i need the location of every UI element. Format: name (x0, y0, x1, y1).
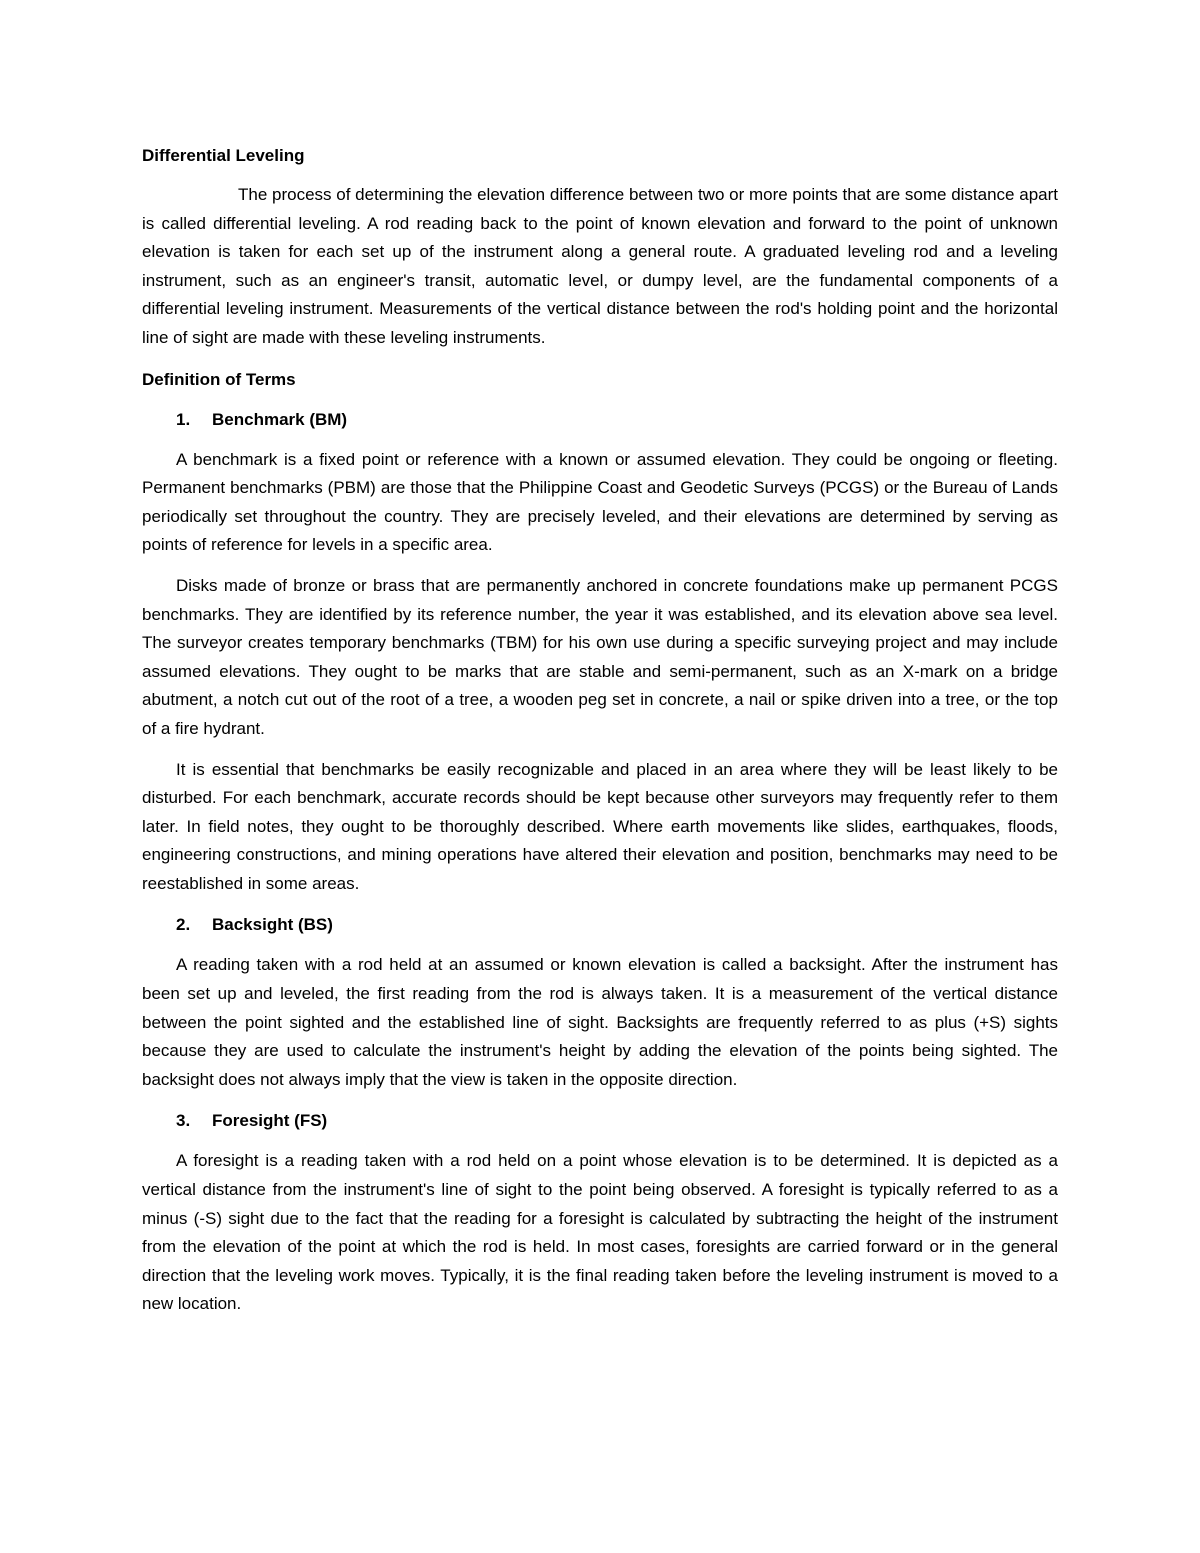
benchmark-paragraph-1: A benchmark is a fixed point or reference with a known or assumed elevation. They could be ongoing or fleeting. Permanent benchmarks (PBM) are those that the Philippine Coast and Geodetic Surveys (PCGS) or the Bureau of Lands periodically set throughout the country. They are precisely leveled, and their elevations are determined by serving as points of reference for levels in a specific area. (142, 449, 1058, 555)
document-title: Differential Leveling (142, 146, 305, 165)
backsight-paragraph: A reading taken with a rod held at an assumed or known elevation is called a backsight. After the instrument has been set up and leveled, the first reading from the rod is always taken. It is a measurement of the vertical distance between the point sighted and the established line of sight. Backsights are frequently referred to as plus (+S) sights because they are used to calculate the instrument's height by adding the elevation of the points being sighted. The backsight does not always imply that the view is taken in the opposite direction. (142, 955, 1058, 1089)
term-name: Backsight (BS) (212, 915, 333, 935)
term-heading-backsight (142, 910, 1058, 939)
foresight-paragraph: A foresight is a reading taken with a rod held on a point whose elevation is to be determined. It is depicted as a vertical distance from the instrument's line of sight to the point being observed. A foresight is typically referred to as a minus (-S) sight due to the fact that the reading for a foresight is calculated by subtracting the height of the instrument from the elevation of the point at which the rod is held. In most cases, foresights are carried forward or in the general direction that the leveling work moves. Typically, it is the final reading taken before the leveling instrument is moved to a new location. (142, 1151, 1058, 1314)
intro-paragraph: The process of determining the elevation difference between two or more points that are some distance apart is called differential leveling. A rod reading back to the point of known elevation and forward to the point of unknown elevation is taken for each set up of the instrument along a general route. A graduated leveling rod and a leveling instrument, such as an engineer's transit, automatic level, or dumpy level, are the fundamental components of a differential leveling instrument. Measurements of the vertical distance between the rod's holding point and the horizontal line of sight are made with these leveling instruments. (142, 185, 1058, 347)
document-page (142, 141, 1058, 1331)
definitions-heading: Definition of Terms (142, 369, 296, 389)
benchmark-paragraph-2: Disks made of bronze or brass that are permanently anchored in concrete foundations make up permanent PCGS benchmarks. They are identified by its reference number, the year it was established, and its elevation above sea level. The surveyor creates temporary benchmarks (TBM) for his own use during a specific surveying project and may include assumed elevations. They ought to be marks that are stable and semi-permanent, such as an X-mark on a bridge abutment, a notch cut out of the root of a tree, a wooden peg set in concrete, a nail or spike driven into a tree, or the top of a fire hydrant. (142, 575, 1058, 738)
term-heading-benchmark (142, 405, 1058, 434)
term-number: 3. (176, 1111, 191, 1131)
term-number: 1. (176, 409, 191, 429)
term-name: Foresight (FS) (212, 1111, 328, 1131)
benchmark-paragraph-3: It is essential that benchmarks be easily recognizable and placed in an area where they will be least likely to be disturbed. For each benchmark, accurate records should be kept because other surveyors may frequently refer to them later. In field notes, they ought to be thoroughly described. Where earth movements like slides, earthquakes, floods, engineering constructions, and mining operations have altered their elevation and position, benchmarks may need to be reestablished in some areas. (142, 759, 1058, 893)
term-name: Benchmark (BM) (212, 409, 348, 429)
term-number: 2. (176, 915, 191, 935)
term-heading-foresight (142, 1106, 1058, 1135)
